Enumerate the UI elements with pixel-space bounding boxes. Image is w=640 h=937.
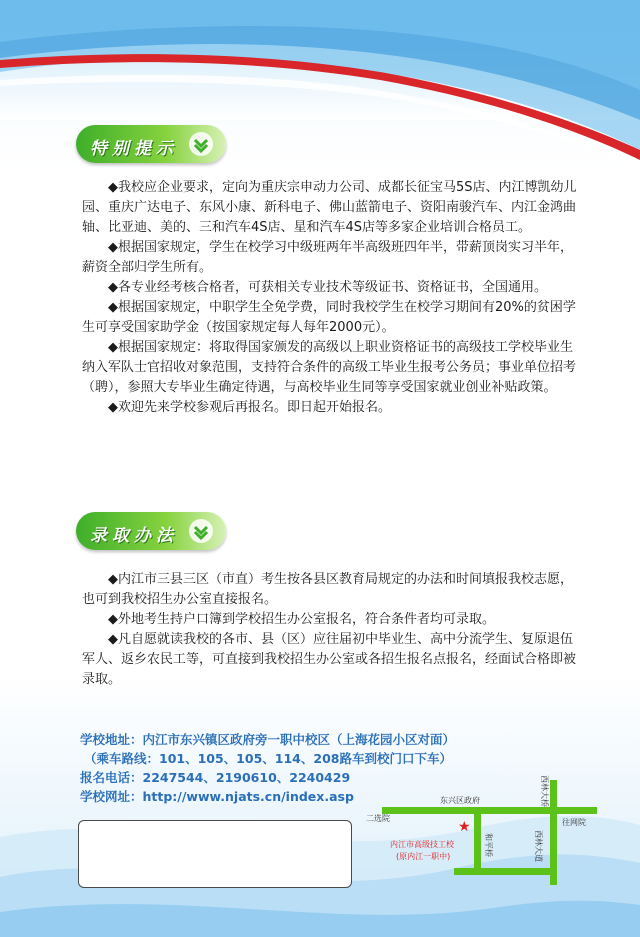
- admission-content: [82, 570, 582, 690]
- notice-paragraph: ◆根据国家规定，中职学生全免学费，同时我校学生在校学习期间有20%的贫困学生可享受国家助学金（按国家规定每人每年2000元）。: [82, 300, 576, 335]
- school-marker-icon: ★: [458, 819, 471, 835]
- notice-paragraph: ◆根据国家规定，学生在校学习中级班两年半高级班四年半，带薪顶岗实习半年，薪资全部归学生所有。: [82, 240, 573, 275]
- map-road-heping: [474, 807, 481, 875]
- enrollment-phone: 报名电话：2247544、2190610、2240429: [80, 770, 351, 785]
- map-label-dongxing: 东兴区政府: [440, 796, 480, 805]
- map-label-wangfu: 往网院: [562, 818, 586, 827]
- location-map: [362, 755, 622, 885]
- map-label-school-alias: (原内江一职中): [396, 852, 451, 861]
- bus-route: （乘车路线：101、105、105、114、208路车到校门口下车）: [84, 751, 452, 766]
- notice-paragraph: ◆各专业经考核合格者，可获相关专业技术等级证书、资格证书，全国通用。: [108, 280, 547, 295]
- arrow-down-icon: [188, 518, 214, 544]
- section-header-special-notice: [76, 125, 226, 163]
- admission-paragraph: ◆内江市三县三区（市直）考生按各县区教育局规定的办法和时间填报我校志愿，也可到我校招生办公室直接报名。: [82, 572, 573, 607]
- map-label-heping: 和平桥: [484, 833, 493, 857]
- section-title-special-notice: 特别提示: [90, 139, 178, 159]
- school-address: 学校地址：内江市东兴镇区政府旁一职中校区（上海花园小区对面）: [80, 732, 456, 747]
- notice-paragraph: ◆根据国家规定：将取得国家颁发的高级以上职业资格证书的高级技工学校毕业生纳入军队士官招收对象范围，支持符合条件的高级工毕业生报考公务员；事业单位招考（聘），参照大专毕业生确定待遇，与高校毕业生同等享受国家就业创业补贴政策。: [82, 340, 577, 395]
- map-label-erdaoyuan: 二选院: [366, 814, 390, 823]
- map-road-lower: [454, 868, 557, 875]
- map-label-school: 内江市高级技工校: [390, 840, 454, 849]
- section-title-admission: 录取办法: [90, 526, 178, 546]
- notice-paragraph: ◆我校应企业要求，定向为重庆宗申动力公司、成都长征宝马5S店、内江博凯幼儿园、重庆广达电子、东风小康、新科电子、佛山蓝箭电子、资阳南骏汽车、内江金鸿曲轴、比亚迪、美的、三和汽车4S店、星和汽车4S店等多家企业培训合格员工。: [82, 180, 577, 235]
- blank-note-box: [78, 820, 352, 888]
- special-notice-content: [82, 178, 582, 418]
- school-website[interactable]: 学校网址：http://www.njats.cn/index.asp: [80, 789, 354, 804]
- map-label-xilin-bridge: 西林大桥: [540, 775, 549, 807]
- notice-paragraph: ◆欢迎先来学校参观后再报名。即日起开始报名。: [108, 400, 391, 415]
- map-road-main: [382, 807, 597, 814]
- section-header-admission: [76, 512, 226, 550]
- arrow-down-icon: [188, 131, 214, 157]
- admission-paragraph: ◆外地考生持户口簿到学校招生办公室报名，符合条件者均可录取。: [108, 612, 495, 627]
- admission-paragraph: ◆凡自愿就读我校的各市、县（区）应往届初中毕业生、高中分流学生、复原退伍军人、返乡农民工等，可直接到我校招生办公室或各招生报名点报名，经面试合格即被录取。: [82, 632, 577, 687]
- map-label-xilin-ave: 西林大道: [534, 830, 543, 862]
